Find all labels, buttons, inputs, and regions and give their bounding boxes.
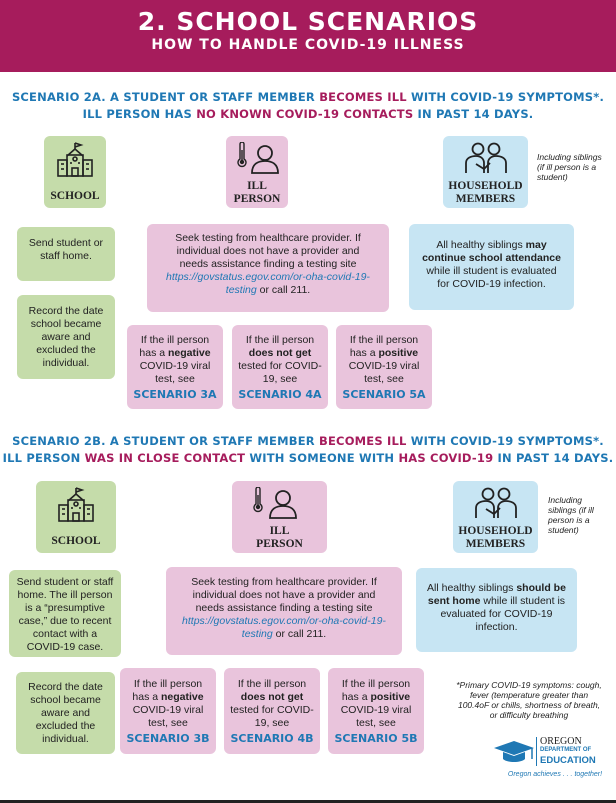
page-title: 2. SCHOOL SCENARIOS <box>137 7 479 36</box>
siblings-note-b: Including siblings (if ill person is a student) <box>548 495 594 535</box>
school-icon <box>55 142 95 178</box>
siblings-note-a: Including siblings (if ill person is a student) <box>537 152 602 182</box>
household-label-line2: MEMBERS <box>465 538 526 550</box>
ill-label-line1: ILL <box>247 180 267 192</box>
scenario-5a-link[interactable]: SCENARIO 5A <box>342 388 426 401</box>
household-header-a <box>443 136 528 208</box>
ode-logo <box>492 737 610 787</box>
thermometer-icon <box>236 142 248 168</box>
household-label-line1: HOUSEHOLD <box>448 180 523 192</box>
scenario-4b-link[interactable]: SCENARIO 4B <box>230 732 314 745</box>
outcome-a-not-tested: If the ill person does not get tested for COVID-19, see SCENARIO 4A <box>232 325 328 409</box>
ill-person-header-b <box>232 481 327 553</box>
scenario-3a-link[interactable]: SCENARIO 3A <box>133 388 217 401</box>
household-label-line2: MEMBERS <box>455 193 516 205</box>
outcome-a-negative: If the ill person has a negative COVID-19 viral test, see SCENARIO 3A <box>127 325 223 409</box>
page-subtitle: HOW TO HANDLE COVID-19 ILLNESS <box>151 37 465 53</box>
school-label: SCHOOL <box>50 190 100 202</box>
outcome-b-positive: If the ill person has a positive COVID-19 viral test, see SCENARIO 5B <box>328 668 424 754</box>
logo-text: OREGON DEPARTMENT OF EDUCATION <box>536 737 610 766</box>
scenario-3b-link[interactable]: SCENARIO 3B <box>126 732 210 745</box>
household-header-b <box>453 481 538 553</box>
household-icon <box>473 487 519 519</box>
outcome-a-positive: If the ill person has a positive COVID-19 viral test, see SCENARIO 5A <box>336 325 432 409</box>
thermometer-icon <box>252 487 264 513</box>
symptoms-footnote: *Primary COVID-19 symptoms: cough, fever (temperature greater than 100.4oF or chills, shortness of breath, or difficulty breathing <box>456 680 602 720</box>
school-action-a-1: Send student or staff home. <box>17 227 115 281</box>
household-label-line1: HOUSEHOLD <box>458 525 533 537</box>
ill-label-line2: PERSON <box>233 193 281 205</box>
school-header-a <box>44 136 106 208</box>
school-action-b-1: Send student or staff home. The ill person is a “presumptive case,” due to recent contact with a COVID-19 case. <box>9 570 121 657</box>
testing-box-a: Seek testing from healthcare provider. If individual does not have a provider and needs assistance finding a testing site https://govstatus.egov.com/or-oha-covid-19-testing or call 211. <box>147 224 389 312</box>
school-icon <box>56 487 96 523</box>
ill-person-header-a <box>226 136 288 208</box>
school-action-b-2: Record the date school became aware and excluded the individual. <box>16 672 115 754</box>
graduation-cap-icon <box>492 739 536 767</box>
testing-site-link-b[interactable]: https://govstatus.egov.com/or-oha-covid-19-testing <box>182 615 386 640</box>
scenario-4a-link[interactable]: SCENARIO 4A <box>238 388 322 401</box>
school-label: SCHOOL <box>51 535 101 547</box>
title-banner <box>0 0 616 72</box>
person-icon <box>250 144 280 174</box>
outcome-b-negative: If the ill person has a negative COVID-19 viral test, see SCENARIO 3B <box>120 668 216 754</box>
testing-site-link-a[interactable]: https://govstatus.egov.com/or-oha-covid-19-testing <box>166 271 370 296</box>
ill-label-line2: PERSON <box>256 538 303 550</box>
testing-box-b: Seek testing from healthcare provider. If individual does not have a provider and needs assistance finding a testing site https://govstatus.egov.com/or-oha-covid-19-testing or call 211. <box>166 567 402 655</box>
person-icon <box>268 489 298 519</box>
household-icon <box>463 142 509 174</box>
household-box-a: All healthy siblings may continue school attendance while ill student is evaluated for COVID-19 infection. <box>409 224 574 310</box>
school-action-a-2: Record the date school became aware and excluded the individual. <box>17 295 115 379</box>
scenario-b-heading: SCENARIO 2B. A STUDENT OR STAFF MEMBER BECOMES ILL WITH COVID-19 SYMPTOMS*. ILL PERSON WAS IN CLOSE CONTACT WITH SOMEONE WITH HAS COVID-19 IN PAST 14 DAYS. <box>2 434 614 465</box>
logo-tagline: Oregon achieves . . . together! <box>507 771 603 778</box>
scenario-a-heading: SCENARIO 2A. A STUDENT OR STAFF MEMBER BECOMES ILL WITH COVID-19 SYMPTOMS*. ILL PERSON HAS NO KNOWN COVID-19 CONTACTS IN PAST 14 DAYS. <box>11 90 605 121</box>
ill-label-line1: ILL <box>269 525 290 537</box>
school-header-b <box>36 481 116 553</box>
outcome-b-not-tested: If the ill person does not get tested for COVID-19, see SCENARIO 4B <box>224 668 320 754</box>
scenario-5b-link[interactable]: SCENARIO 5B <box>334 732 418 745</box>
household-box-b: All healthy siblings should be sent home while ill student is evaluated for COVID-19 infection. <box>416 568 577 652</box>
